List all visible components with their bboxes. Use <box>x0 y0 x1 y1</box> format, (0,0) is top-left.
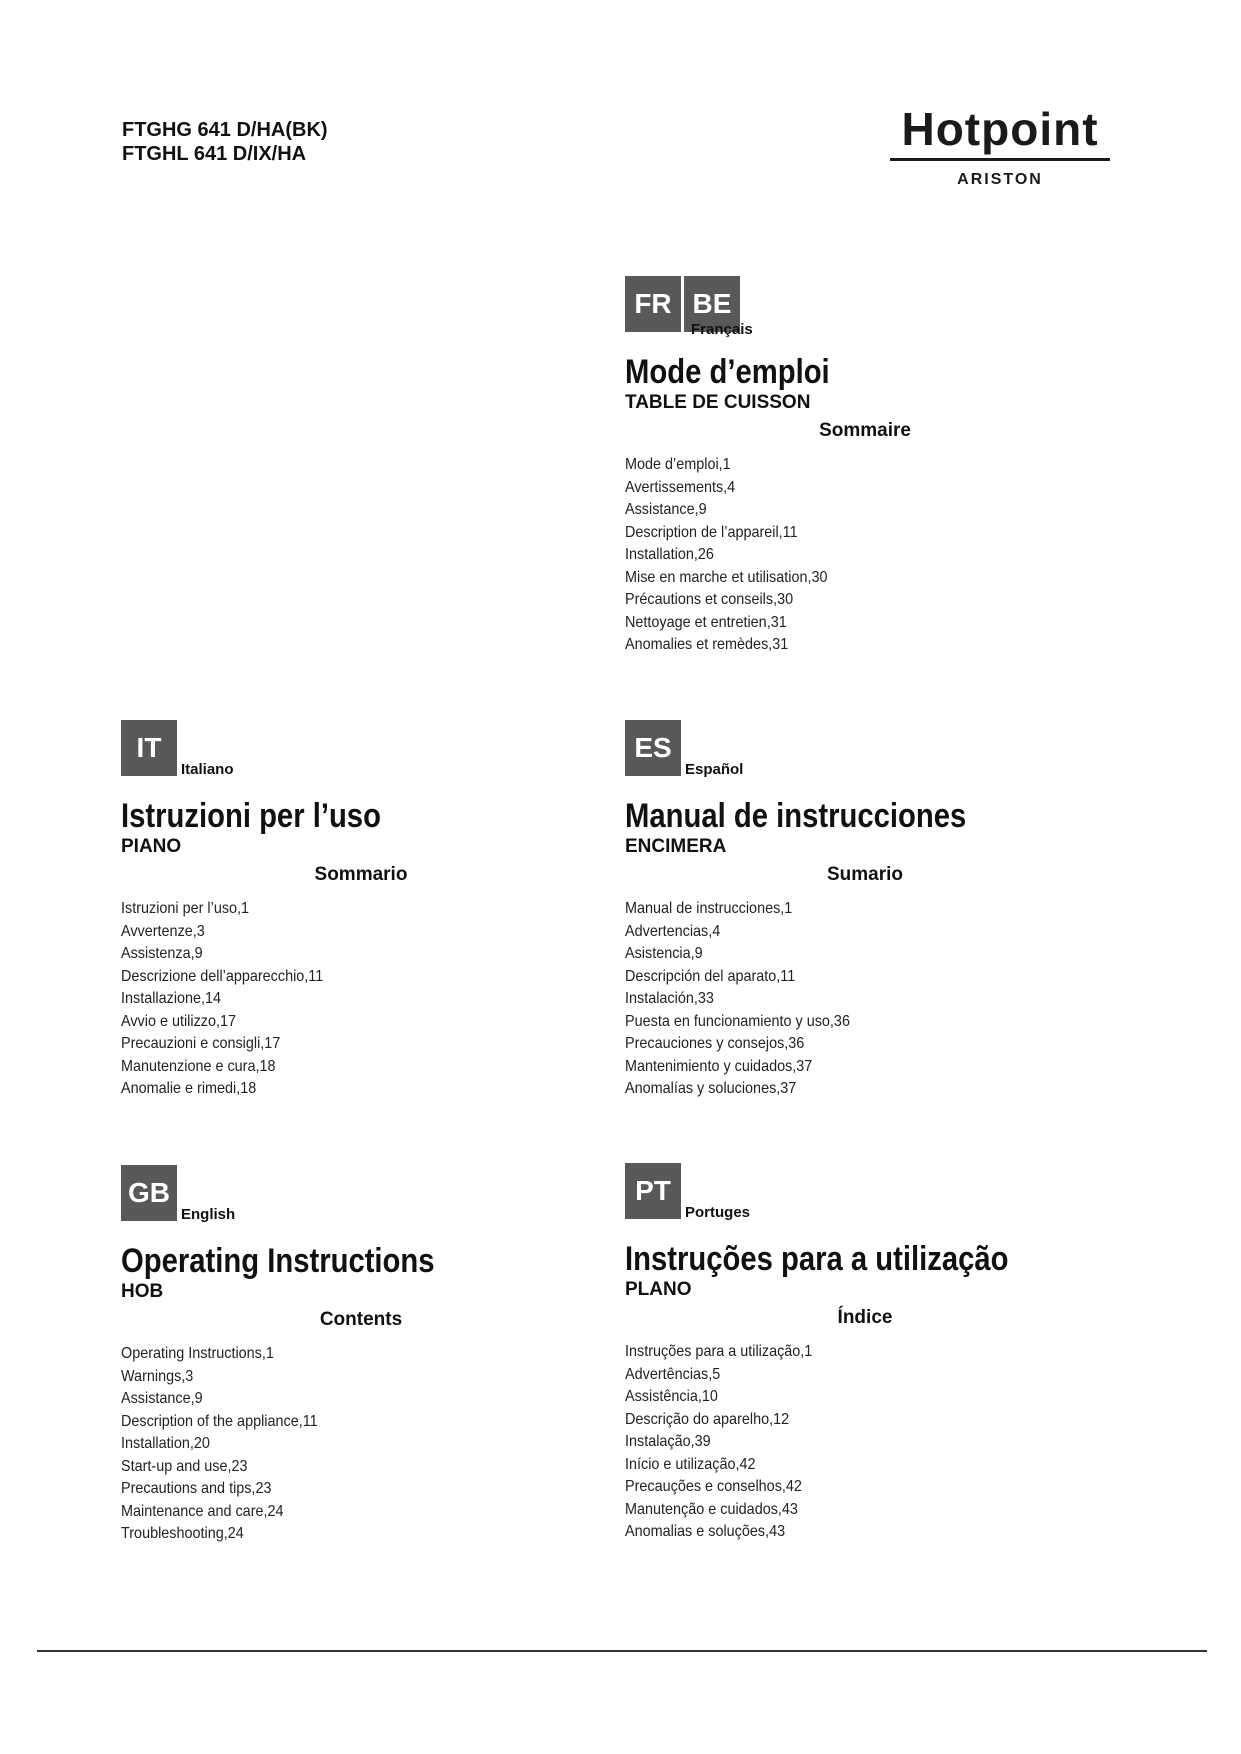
brand-logo <box>890 104 1110 189</box>
toc-item: Description of the appliance,11 <box>121 1412 318 1430</box>
toc-item: Mise en marche et utilisation,30 <box>625 568 828 586</box>
language-label: Français <box>691 321 753 338</box>
language-label: Portuges <box>685 1204 751 1221</box>
table-of-contents <box>121 898 601 1101</box>
toc-heading: Sommaire <box>819 420 911 441</box>
language-label: Italiano <box>181 761 234 778</box>
section-english <box>121 1165 601 1546</box>
model-number: FTGHG 641 D/HA(BK) <box>122 119 328 141</box>
toc-item: Istruzioni per l’uso,1 <box>121 900 250 917</box>
section-subtitle: PIANO <box>121 836 182 857</box>
toc-item: Precauciones y consejos,36 <box>625 1035 805 1052</box>
toc-item: Instalación,33 <box>625 990 714 1007</box>
toc-item: Précautions et conseils,30 <box>625 591 794 608</box>
section-title: Istruzioni per l’uso <box>121 797 381 835</box>
toc-item: Anomalias e soluções,43 <box>625 1523 786 1540</box>
language-flags <box>625 1163 1105 1219</box>
table-of-contents <box>625 1341 1105 1544</box>
language-flags <box>121 1165 601 1221</box>
toc-item: Instalação,39 <box>625 1433 711 1450</box>
language-flags <box>121 720 601 776</box>
toc-item: Warnings,3 <box>121 1367 194 1385</box>
toc-item: Installation,20 <box>121 1435 210 1452</box>
toc-heading: Índice <box>837 1307 893 1328</box>
section-subtitle: TABLE DE CUISSON <box>625 392 811 413</box>
toc-item: Nettoyage et entretien,31 <box>625 613 787 631</box>
table-of-contents <box>625 898 1105 1101</box>
toc-item: Descrizione dell’apparecchio,11 <box>121 967 324 985</box>
toc-item: Manutenzione e cura,18 <box>121 1057 276 1075</box>
section-subtitle: HOB <box>121 1281 164 1302</box>
section-french <box>625 276 1105 657</box>
country-code-badge: IT <box>121 720 177 776</box>
toc-item: Anomalie e rimedi,18 <box>121 1080 257 1097</box>
toc-item: Avvio e utilizzo,17 <box>121 1012 237 1030</box>
toc-heading: Contents <box>319 1309 403 1330</box>
language-label: Español <box>685 761 744 778</box>
toc-item: Anomalies et remèdes,31 <box>625 636 789 653</box>
toc-item: Installation,26 <box>625 546 714 563</box>
toc-item: Precauzioni e consigli,17 <box>121 1035 281 1052</box>
brand-subname: ARISTON <box>957 171 1043 188</box>
toc-item: Advertencias,4 <box>625 922 721 940</box>
toc-item: Troubleshooting,24 <box>121 1525 244 1542</box>
toc-item: Assistance,9 <box>625 501 707 518</box>
toc-item: Anomalías y soluciones,37 <box>625 1080 797 1097</box>
toc-item: Precautions and tips,23 <box>121 1480 272 1497</box>
section-title: Mode d’emploi <box>625 353 830 391</box>
toc-item: Maintenance and care,24 <box>121 1502 284 1520</box>
model-number: FTGHL 641 D/IX/HA <box>122 143 307 165</box>
section-italian <box>121 720 601 1101</box>
toc-item: Start-up and use,23 <box>121 1457 248 1475</box>
section-title: Instruções para a utilização <box>625 1240 1009 1278</box>
country-code-badge: ES <box>625 720 681 776</box>
toc-item: Assistenza,9 <box>121 945 203 962</box>
logo-divider <box>890 158 1110 161</box>
toc-item: Manutenção e cuidados,43 <box>625 1500 798 1518</box>
toc-item: Assistance,9 <box>121 1390 203 1407</box>
toc-item: Advertências,5 <box>625 1365 721 1383</box>
table-of-contents <box>625 454 1105 657</box>
section-spanish <box>625 720 1105 1101</box>
toc-item: Assistência,10 <box>625 1388 718 1405</box>
toc-item: Precauções e conselhos,42 <box>625 1478 802 1495</box>
section-subtitle: PLANO <box>625 1279 692 1300</box>
toc-item: Avvertenze,3 <box>121 922 205 940</box>
brand-name: Hotpoint <box>901 103 1099 155</box>
section-title: Manual de instrucciones <box>625 797 967 835</box>
toc-item: Mode d’emploi,1 <box>625 456 731 473</box>
model-numbers <box>122 118 328 166</box>
language-label: English <box>181 1206 236 1223</box>
toc-heading: Sumario <box>826 864 904 885</box>
toc-item: Instruções para a utilização,1 <box>625 1343 813 1360</box>
country-code-badge: FR <box>625 276 681 332</box>
country-code-badge: GB <box>121 1165 177 1221</box>
footer-divider <box>37 1650 1207 1652</box>
toc-item: Mantenimiento y cuidados,37 <box>625 1057 813 1075</box>
country-code-badge: PT <box>625 1163 681 1219</box>
section-title: Operating Instructions <box>121 1242 435 1280</box>
toc-item: Descripción del aparato,11 <box>625 967 796 985</box>
toc-item: Manual de instrucciones,1 <box>625 900 793 917</box>
toc-item: Avertissements,4 <box>625 478 736 496</box>
section-portuguese <box>625 1163 1105 1544</box>
toc-item: Asistencia,9 <box>625 945 703 962</box>
country-code-badge: BE <box>684 276 740 332</box>
toc-item: Início e utilização,42 <box>625 1455 756 1473</box>
toc-item: Operating Instructions,1 <box>121 1345 274 1362</box>
toc-heading: Sommario <box>314 864 408 885</box>
table-of-contents <box>121 1343 601 1546</box>
toc-item: Installazione,14 <box>121 990 222 1007</box>
language-flags <box>625 276 1105 338</box>
toc-item: Puesta en funcionamiento y uso,36 <box>625 1012 850 1030</box>
section-subtitle: ENCIMERA <box>625 836 727 857</box>
toc-item: Description de l’appareil,11 <box>625 523 798 541</box>
toc-item: Descrição do aparelho,12 <box>625 1410 790 1428</box>
language-flags <box>625 720 1105 776</box>
